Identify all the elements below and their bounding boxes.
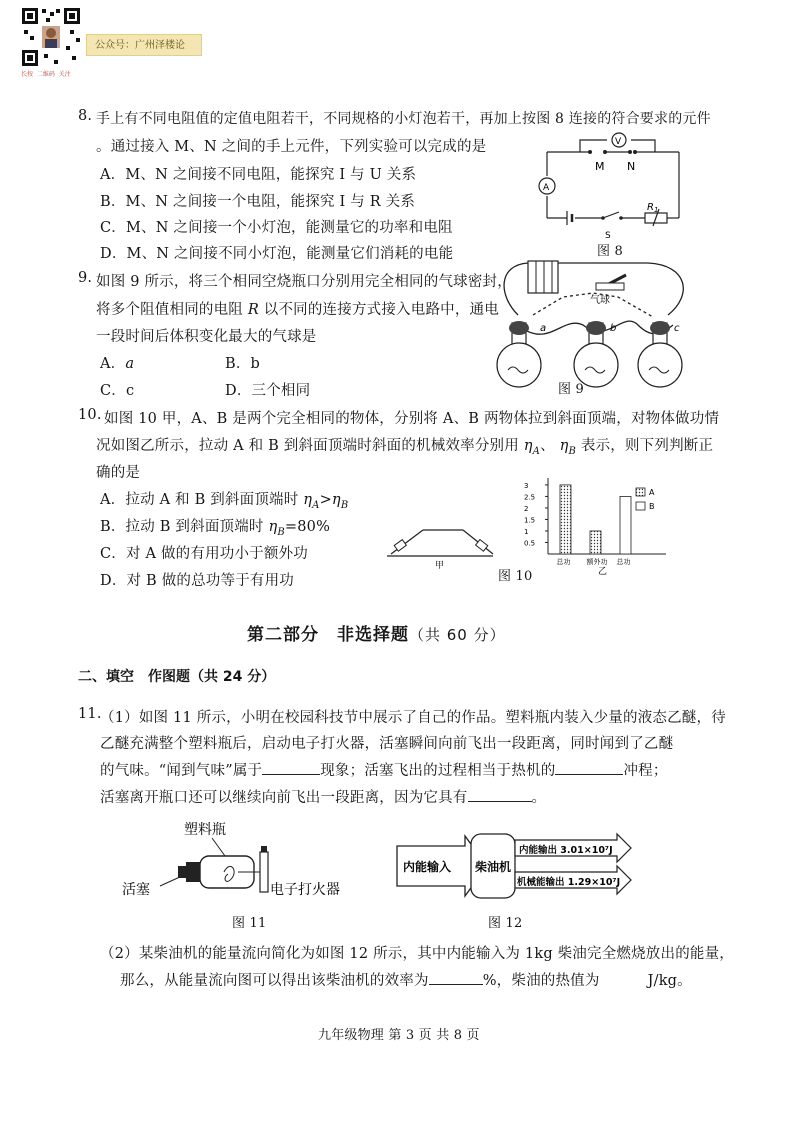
figure-9-caption: 图 9 xyxy=(558,382,585,397)
q10-option-a-text: A．拉动 A 和 B 到斜面顶端时 xyxy=(100,492,299,508)
eta-b: $\eta_B$ xyxy=(331,492,349,511)
chart-bar-b-2 xyxy=(620,496,631,554)
q8-option-b: B．M、N 之间接一个电阻，能探究 I 与 R 关系 xyxy=(100,194,416,210)
q10-option-c: C．对 A 做的有用功小于额外功 xyxy=(100,546,308,562)
qr-code xyxy=(20,6,82,68)
q11-p1-line1: （1）如图 11 所示，小明在校园科技节中展示了自己的作品。塑料瓶内装入少量的液态乙醚，待 xyxy=(100,710,726,726)
q11-p1-line2: 乙醚充满整个塑料瓶后，启动电子打火器，活塞瞬间向前飞出一段距离，同时闻到了乙醚 xyxy=(100,736,674,752)
q10-option-b-text: B．拉动 B 到斜面顶端时 xyxy=(100,519,264,535)
figure-11-caption: 图 11 xyxy=(232,916,267,931)
q9-stem-line1: 如图 9 所示，将三个相同空烧瓶口分别用完全相同的气球密封， xyxy=(96,274,512,290)
q11-p1-line4: 活塞离开瓶口还可以继续向前飞出一段距离，因为它具有 。 xyxy=(100,786,546,807)
figure-12-caption: 图 12 xyxy=(488,916,523,931)
section-two-title: 二、填空 作图题（共 24 分） xyxy=(78,669,276,685)
q9-line2-a: 将多个阻值相同的电阻 xyxy=(96,302,243,318)
q10-stem-line2: 况如图乙所示，拉动 A 和 B 到斜面顶端时斜面的机械效率分别用 $\eta_A$、 $\eta_B$ 表示，则下列判断正 xyxy=(96,438,714,457)
figure-12-energy-flow xyxy=(395,828,635,906)
chart-y-tick-label: 1 xyxy=(524,527,529,536)
terminal-m-label: M xyxy=(595,160,605,173)
label-jia: 甲 xyxy=(435,561,445,570)
eta-b: $\eta_B$ xyxy=(559,438,577,457)
q9-line2-b: 以不同的连接方式接入电路中，通电 xyxy=(263,302,499,318)
q8-number: 8. xyxy=(78,108,93,124)
qr-caption: 长按 二维码 关注 xyxy=(21,71,71,78)
q10-option-d: D．对 B 做的总功等于有用功 xyxy=(100,573,294,589)
q9-option-d: D．三个相同 xyxy=(225,383,311,399)
legend-b-swatch xyxy=(636,502,645,510)
figure-11-bottle xyxy=(120,812,365,907)
label-c: c xyxy=(674,323,680,334)
figure-8-circuit xyxy=(535,120,695,260)
part-two-heading xyxy=(247,620,506,645)
part-two-score: （共 60 分） xyxy=(409,626,506,644)
q8-option-a: A．M、N 之间接不同电阻，能探究 I 与 U 关系 xyxy=(100,167,417,183)
q9-option-b: B．b xyxy=(225,356,261,372)
q9-option-a-label: A． xyxy=(100,356,126,372)
terminal-n-label: N xyxy=(627,160,636,173)
engine-label: 柴油机 xyxy=(475,860,512,874)
heat-output-label: 内能输出 3.01×10⁷J xyxy=(519,845,613,856)
q10-number: 10. xyxy=(78,407,102,423)
q11-number: 11. xyxy=(78,706,102,722)
chart-bar-a-0 xyxy=(560,485,571,554)
legend-b-label: B xyxy=(649,502,655,511)
figure-10-bar-chart xyxy=(518,470,678,580)
q9-option-a-value: a xyxy=(125,356,135,372)
q9-option-c: C．c xyxy=(100,383,135,399)
piston-label: 活塞 xyxy=(122,882,150,898)
balloon-label: 气球 xyxy=(590,295,610,306)
q10-option-b: B．拉动 B 到斜面顶端时 $\eta_B=80\%$ xyxy=(100,519,331,538)
legend-a-swatch xyxy=(636,488,645,496)
blank-phenomenon[interactable] xyxy=(262,760,320,775)
figure-10-incline xyxy=(385,518,495,570)
chart-y-tick-label: 2 xyxy=(524,504,529,513)
chart-x-label: 乙 xyxy=(598,567,608,577)
chart-y-tick-label: 3 xyxy=(524,481,529,490)
blank-inertia[interactable] xyxy=(468,787,532,802)
q10-line2-a: 况如图乙所示，拉动 A 和 B 到斜面顶端时斜面的机械效率分别用 xyxy=(96,438,519,454)
chart-y-tick-label: 2.5 xyxy=(524,493,536,502)
blank-efficiency[interactable] xyxy=(429,970,483,985)
label-b: b xyxy=(610,323,617,334)
chart-y-tick-label: 1.5 xyxy=(524,516,536,525)
q11-p2-line1: （2）某柴油机的能量流向简化为如图 12 所示，其中内能输入为 1kg 柴油完全燃烧放出的能量， xyxy=(100,946,735,962)
legend-a-label: A xyxy=(649,488,655,497)
figure-9-flasks xyxy=(488,255,698,405)
q9-resistor-r: R xyxy=(247,302,259,318)
q9-stem-line2 xyxy=(96,298,499,319)
blank-stroke[interactable] xyxy=(555,760,623,775)
q11-p2-line2: 那么，从能量流向图可以得出该柴油机的效率为 %，柴油的热值为 J/kg。 xyxy=(120,969,692,990)
q8-option-c: C．M、N 之间接一个小灯泡，能测量它的功率和电阻 xyxy=(100,220,453,236)
input-label: 内能输入 xyxy=(403,860,452,874)
chart-bar-a-1 xyxy=(590,531,601,554)
q11-p1-line3: 的气味。“闻到气味”属于 现象；活塞飞出的过程相当于热机的 冲程； xyxy=(100,759,668,780)
figure-8-caption: 图 8 xyxy=(597,244,624,259)
resistor-label: $R_1$ xyxy=(647,202,659,214)
ammeter-label: A xyxy=(543,183,550,193)
page-footer: 九年级物理 第 3 页 共 8 页 xyxy=(318,1028,480,1043)
chart-y-tick-label: 0.5 xyxy=(524,539,536,548)
eta-a: $\eta_A$ xyxy=(303,492,320,511)
chart-category-label: 总功 xyxy=(616,558,631,566)
voltmeter-label: V xyxy=(615,137,622,147)
q8-option-d: D．M、N 之间接不同小灯泡，能测量它们消耗的电能 xyxy=(100,246,454,262)
switch-label: S xyxy=(605,231,611,241)
q8-stem-line1: 手上有不同电阻值的定值电阻若干，不同规格的小灯泡若干，再加上按图 8 连接的符合要求的元件 xyxy=(96,111,711,127)
bottle-label: 塑料瓶 xyxy=(184,822,226,838)
eta-a: $\eta_A$ xyxy=(523,438,541,457)
q10-line2-b: 表示，则下列判断正 xyxy=(580,438,714,454)
q8-stem-line2: 。通过接入 M、N 之间的手上元件，下列实验可以完成的是 xyxy=(96,139,487,155)
label-a: a xyxy=(540,323,547,334)
account-banner: 公众号：广州泽楼论 xyxy=(86,34,202,56)
eta-b: $\eta_B$ xyxy=(268,519,285,538)
q9-option-a xyxy=(100,352,134,373)
chart-category-label: 额外功 xyxy=(586,558,608,566)
q10-option-a: A．拉动 A 和 B 到斜面顶端时 $\eta_A>\eta_B$ xyxy=(100,492,349,511)
q9-stem-line3: 一段时间后体积变化最大的气球是 xyxy=(96,329,317,345)
work-output-label: 机械能输出 1.29×10⁷J xyxy=(517,877,621,888)
part-two-title: 第二部分 非选择题 xyxy=(247,625,409,645)
igniter-label: 电子打火器 xyxy=(270,882,340,898)
q9-number: 9. xyxy=(78,270,93,286)
figure-10-caption: 图 10 xyxy=(498,569,533,584)
chart-category-label: 总功 xyxy=(556,558,571,566)
q10-stem-line3: 确的是 xyxy=(96,465,141,481)
q10-stem-line1: 如图 10 甲，A、B 是两个完全相同的物体，分别将 A、B 两物体拉到斜面顶端，对物体做功情 xyxy=(104,411,720,427)
